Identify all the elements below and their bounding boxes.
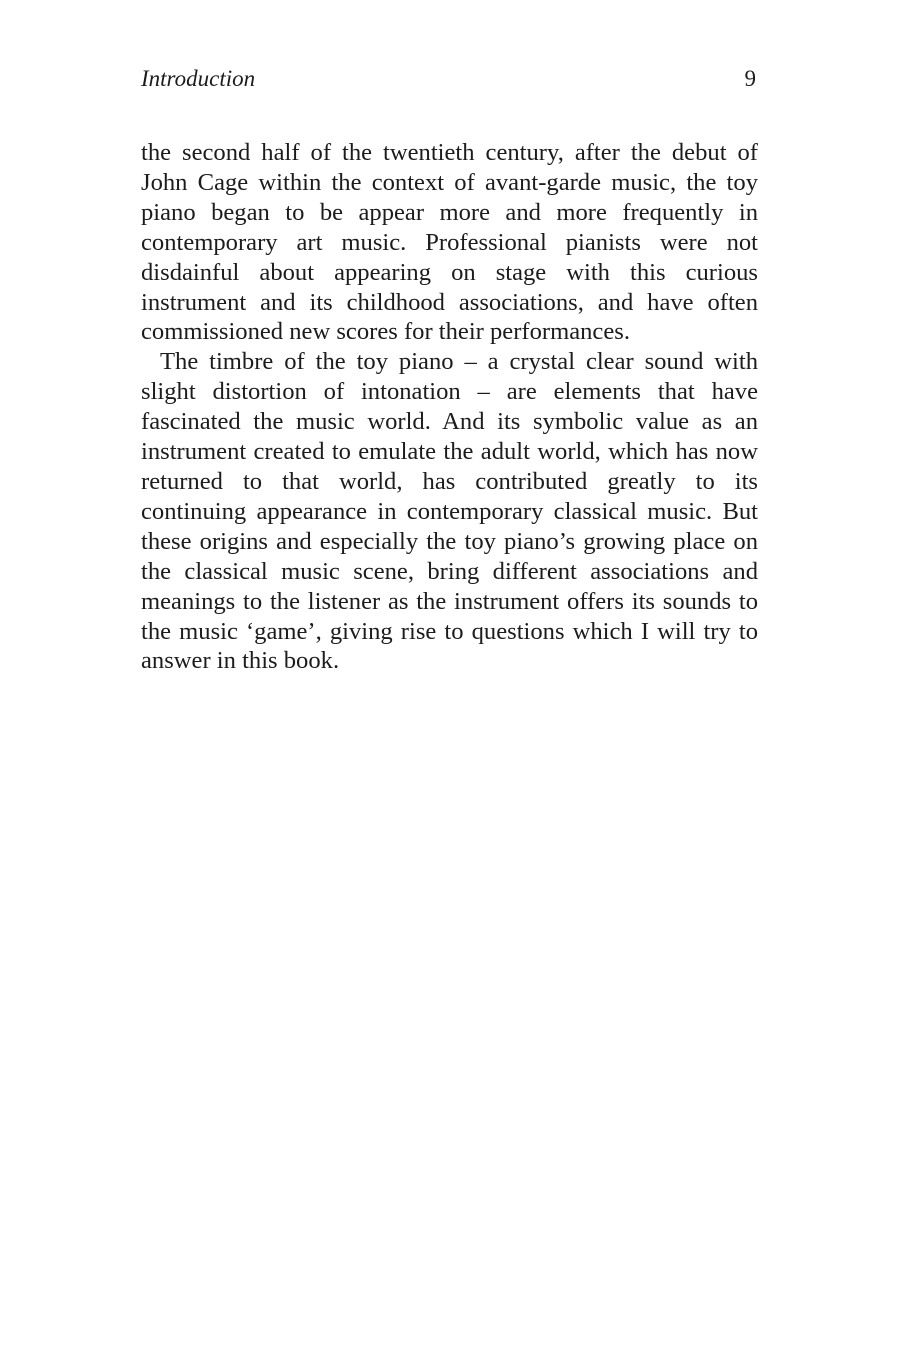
paragraph-timbre: The timbre of the toy piano – a crystal clear sound with slight distortion of intonation – are elements that have fascinated the music world. And its symbolic value as an instrument created to emulate the adult world, which has now returned to that world, has contributed greatly to its continuing appearance in contemporary classical music. But these origins and especially the toy piano’s growing place on the classical music scene, bring different associations and meanings to the listener as the instrument offers its sounds to the music ‘game’, giving rise to questions which I will try to answer in this book. [141,348,758,675]
paragraph-continued: the second half of the twentieth century, after the debut of John Cage within the context of avant-garde music, the toy piano began to be appear more and more frequently in contemporary art music. Professional pianists were not disdainful about appearing on stage with this curious instrument and its childhood associations, and have often commissioned new scores for their performances. [141,139,758,346]
page-number: 9 [744,66,756,91]
body-text [141,138,758,676]
book-page [141,0,758,1350]
running-head [141,62,758,96]
section-title: Introduction [141,66,256,91]
